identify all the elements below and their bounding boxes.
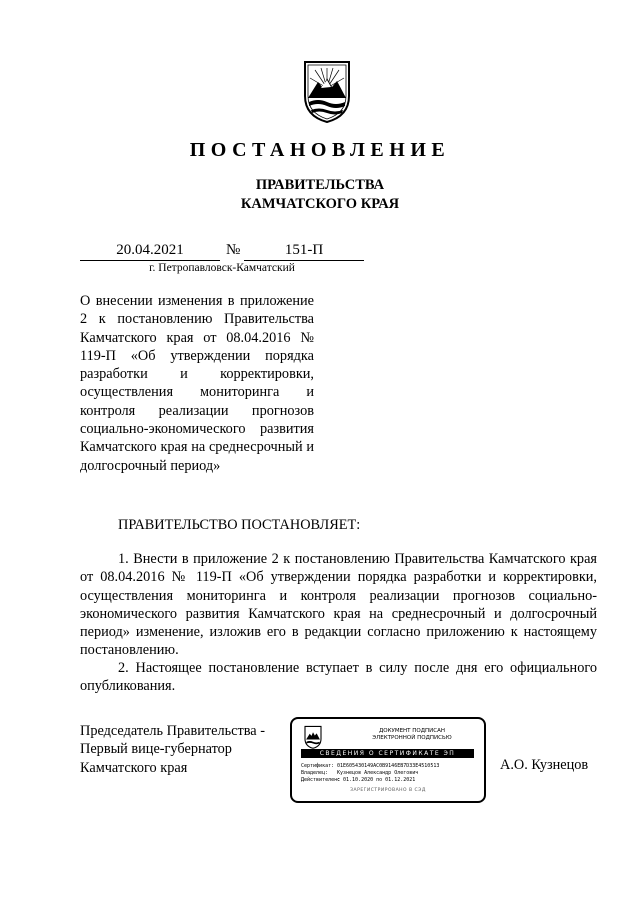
validity-label: Действителен:: [301, 777, 341, 783]
document-subject: О внесении изменения в приложение 2 к постановлению Правительства Камчатского края от 08.04.2016 № 119-П «Об утверждении порядка разработки и корректировки, осуществления мониторинга и контроля реализации прогнозов социально-экономического развития Камчатского края на среднесрочный и долгосрочный период»: [80, 293, 314, 474]
stamp-registration-footer: ЗАРЕГИСТРИРОВАНО В СЭД: [350, 788, 426, 793]
issuer-line-1: ПРАВИТЕЛЬСТВА: [255, 177, 385, 193]
stamp-header: [352, 728, 472, 742]
signer-position-line-2: Первый вице-губернатор: [80, 741, 232, 758]
issuer-title: [0, 176, 640, 214]
number-sign: №: [226, 242, 241, 258]
certificate-label: Сертификат:: [301, 763, 335, 769]
stamp-validity-row: [301, 777, 476, 784]
signer-position: [80, 722, 290, 777]
owner-label: Владелец:: [301, 770, 329, 776]
paragraph-1: 1. Внести в приложение 2 к постановлению Правительства Камчатского края от 08.04.2016 № 119-П «Об утверждении порядка разработки и корректировки, осуществления мониторинга и контроля реализации прогнозов социально-экономического развития Камчатского края на среднесрочный и долгосрочный период» изменение, изложив его в редакции согласно приложению к настоящему постановлению.: [80, 551, 597, 659]
coat-of-arms-icon: [301, 58, 353, 124]
electronic-signature-stamp: [290, 717, 486, 803]
city-of-issue: г. Петропавловск-Камчатский: [149, 262, 295, 274]
resolution-heading: ПРАВИТЕЛЬСТВО ПОСТАНОВЛЯЕТ:: [118, 517, 361, 533]
owner-value: Кузнецов Александр Олегович: [337, 770, 419, 776]
signer-position-line-1: Председатель Правительства -: [80, 723, 265, 739]
stamp-owner-row: [301, 770, 476, 777]
stamp-header-line-2: ЭЛЕКТРОННОЙ ПОДПИСЬЮ: [372, 735, 452, 741]
stamp-certificate-row: [301, 763, 476, 770]
stamp-certificate-bar: СВЕДЕНИЯ О СЕРТИФИКАТЕ ЭП: [301, 749, 474, 758]
signer-position-line-3: Камчатского края: [80, 759, 188, 776]
document-type-title: ПОСТАНОВЛЕНИЕ: [189, 139, 451, 161]
paragraph-2: 2. Настоящее постановление вступает в силу после дня его официального опубликования.: [80, 660, 597, 695]
certificate-value: 01E605430149AC0B9146EB7D33E4510513: [337, 763, 440, 769]
issuer-line-2: КАМЧАТСКОГО КРАЯ: [240, 196, 400, 212]
document-number: 151-П: [244, 241, 364, 261]
coat-of-arms-small-icon: [302, 725, 324, 749]
stamp-header-line-1: ДОКУМЕНТ ПОДПИСАН: [378, 728, 446, 734]
signer-name: А.О. Кузнецов: [500, 757, 589, 773]
validity-value: с 01.10.2020 по 01.12.2021: [337, 777, 416, 783]
document-date: 20.04.2021: [80, 241, 220, 261]
